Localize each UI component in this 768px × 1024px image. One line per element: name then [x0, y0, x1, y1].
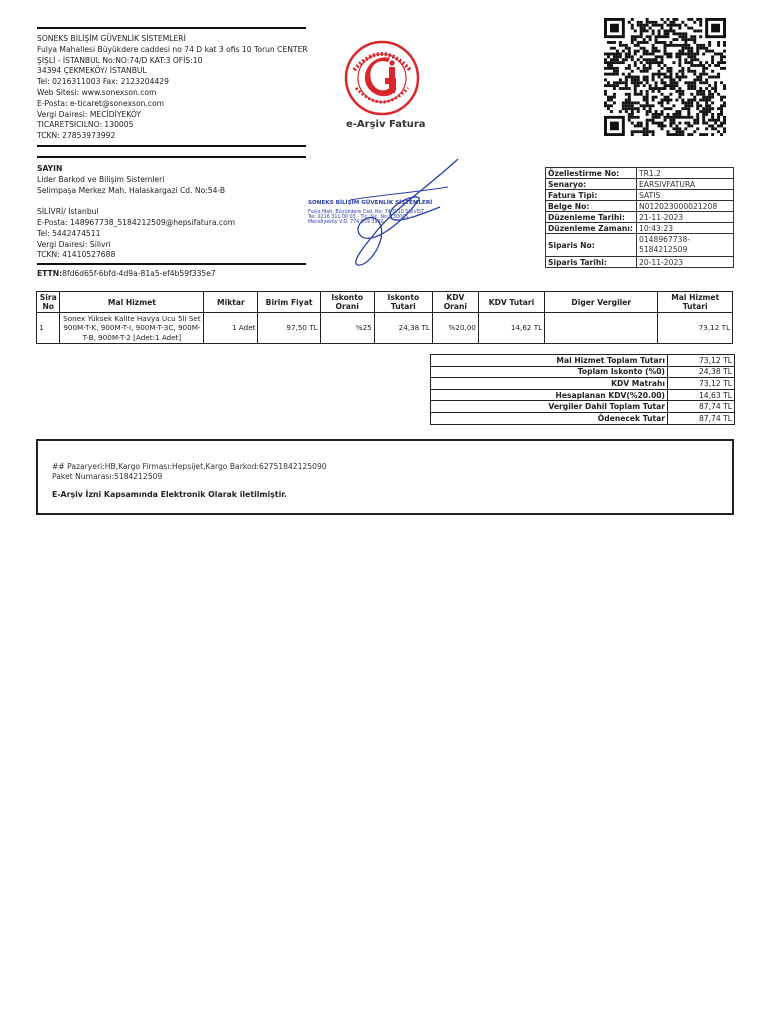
sender-tax-office: Vergi Dairesi: MECİDİYEKÖY — [37, 109, 142, 119]
sender-email: E-Posta: e-ticaret@sonexson.com — [37, 98, 165, 108]
item-miktar: 1 Adet — [204, 313, 258, 344]
buyer-city: SİLİVRİ/ İstanbul — [37, 207, 99, 217]
buyer-heading: SAYIN — [37, 164, 63, 173]
buyer-tckn: TCKN: 41410527688 — [37, 250, 116, 260]
col-sira-no: Sira No — [37, 292, 60, 313]
col-kdv-orani: KDV Orani — [432, 292, 478, 313]
info-row — [546, 190, 734, 201]
item-iskonto-tutari: 24,38 TL — [374, 313, 432, 344]
totals-value: 73,12 TL — [668, 355, 735, 367]
col-iskonto-orani: Iskonto Orani — [320, 292, 374, 313]
table-row — [37, 313, 733, 344]
info-row — [546, 201, 734, 212]
totals-label: Vergiler Dahil Toplam Tutar — [431, 401, 668, 413]
totals-table — [430, 354, 735, 425]
item-diger-vergiler — [545, 313, 658, 344]
info-label: Siparis No: — [546, 234, 637, 257]
sender-address-3: 34394 ÇEKMEKÖY/ İSTANBUL — [37, 66, 147, 76]
info-row — [546, 212, 734, 223]
info-label: Fatura Tipi: — [546, 190, 637, 201]
col-diger-vergiler: Diger Vergiler — [545, 292, 658, 313]
ettn-label: ETTN: — [37, 269, 63, 278]
buyer-spacer — [37, 196, 307, 207]
sender-block — [37, 34, 307, 142]
gib-seal-logo — [344, 40, 420, 116]
info-value: TR1.2 — [637, 168, 734, 179]
ettn-value: 8fd6d65f-6bfd-4d9a-81a5-ef4b59f335e7 — [62, 269, 216, 278]
totals-row — [431, 355, 735, 367]
info-value: EARSIVFATURA — [637, 179, 734, 190]
col-iskonto-tutari: Iskonto Tutari — [374, 292, 432, 313]
col-birim-fiyat: Birim Fiyat — [258, 292, 320, 313]
items-table — [36, 291, 733, 344]
item-tutar: 73,12 TL — [658, 313, 733, 344]
info-row — [546, 223, 734, 234]
totals-value: 87,74 TL — [668, 412, 735, 424]
info-value: 21-11-2023 — [637, 212, 734, 223]
totals-label: KDV Matrahı — [431, 378, 668, 390]
info-label: Belge No: — [546, 201, 637, 212]
col-kdv-tutari: KDV Tutari — [478, 292, 544, 313]
sender-trade-registry: TICARETSICILNO: 130005 — [37, 120, 134, 130]
col-miktar: Miktar — [204, 292, 258, 313]
info-label: Düzenleme Zamanı: — [546, 223, 637, 234]
sender-address-1: Fulya Mahallesi Büyükdere caddesi no 74 D kat 3 ofis 10 Torun CENTER — [37, 44, 308, 54]
info-label: Siparis Tarihi: — [546, 257, 637, 268]
info-value: 0148967738-5184212509 — [637, 234, 734, 257]
invoice-info-table — [545, 167, 734, 268]
info-row — [546, 234, 734, 257]
totals-label: Mal Hizmet Toplam Tutarı — [431, 355, 668, 367]
info-row — [546, 257, 734, 268]
totals-value: 24,38 TL — [668, 366, 735, 378]
buyer-block — [37, 164, 307, 261]
buyer-address: Selimpaşa Merkez Mah. Halaskargazi Cd. No:54-B — [37, 185, 226, 195]
info-value: N012023000021208 — [637, 201, 734, 212]
buyer-email: E-Posta: 148967738_5184212509@hepsifatura.com — [37, 217, 236, 227]
totals-row — [431, 412, 735, 424]
item-kdv-orani: %20,00 — [432, 313, 478, 344]
notes-box — [36, 439, 734, 515]
item-description: Sonex Yüksek Kalite Havya Ucu 5li Set 900M-T-K, 900M-T-I, 900M-T-3C, 900M-T-B, 900M-T-2 [Adet:1 Adet] — [60, 313, 204, 344]
totals-label: Toplam Iskonto (%0) — [431, 366, 668, 378]
totals-row — [431, 378, 735, 390]
buyer-tax-office: Vergi Dairesi: Silivri — [37, 239, 111, 249]
buyer-rule-bottom — [37, 263, 306, 265]
note-line-1: ## Pazaryeri:HB,Kargo Firması:Hepsijet,Kargo Barkod:62751842125090 — [52, 462, 327, 471]
note-footer: E-Arşiv İzni Kapsamında Elektronik Olarak iletilmiştir. — [52, 490, 287, 499]
info-label: Senaryo: — [546, 179, 637, 190]
totals-value: 87,74 TL — [668, 401, 735, 413]
totals-label: Ödenecek Tutar — [431, 412, 668, 424]
item-iskonto-orani: %25 — [320, 313, 374, 344]
totals-value: 73,12 TL — [668, 378, 735, 390]
info-value: SATIS — [637, 190, 734, 201]
signature — [330, 155, 465, 270]
info-label: Düzenleme Tarihi: — [546, 212, 637, 223]
buyer-phone: Tel: 5442474511 — [37, 228, 101, 238]
ettn-row — [37, 269, 216, 280]
buyer-name: Lider Barkod ve Bilişim Sistemleri — [37, 174, 165, 184]
col-mal-hizmet: Mal Hizmet — [60, 292, 204, 313]
sender-name: SONEKS BİLİŞİM GÜVENLİK SİSTEMLERİ — [37, 34, 186, 43]
totals-label: Hesaplanan KDV(%20.00) — [431, 389, 668, 401]
stamp-line-3: Tel: 0216 311 00 03 - Tic. Sic. No: 130005 — [308, 215, 409, 220]
totals-row — [431, 401, 735, 413]
note-line-2: Paket Numarası:5184212509 — [52, 472, 163, 481]
col-mal-hizmet-tutari: Mal Hizmet Tutari — [658, 292, 733, 313]
stamp-line-4: Mecidiyeköy V.D. 774 059 3960 — [308, 220, 384, 225]
info-row — [546, 168, 734, 179]
sender-address-2: ŞİŞLİ - İSTANBUL No:NO:74/D KAT:3 OFİS:10 — [37, 55, 203, 65]
sender-phone: Tel: 0216311003 Fax: 2123204429 — [37, 77, 169, 87]
stamp-line-1: SONEKS BİLİŞİM GÜVENLİK SİSTEMLERİ — [308, 200, 433, 206]
item-birim-fiyat: 97,50 TL — [258, 313, 320, 344]
totals-row — [431, 389, 735, 401]
header-rule-bottom — [37, 145, 306, 147]
stamp-line-2: Fulya Mah. Büyükdere Cad. No: 74 D/10 Şişli/İST. — [308, 210, 425, 215]
info-value: 10:43:23 — [637, 223, 734, 234]
totals-value: 14,63 TL — [668, 389, 735, 401]
info-row — [546, 179, 734, 190]
sender-tckn: TCKN: 27853973992 — [37, 131, 116, 141]
header-rule-top — [37, 27, 306, 29]
item-kdv-tutari: 14,62 TL — [478, 313, 544, 344]
item-sira: 1 — [37, 313, 60, 344]
totals-row — [431, 366, 735, 378]
info-label: Özellestirme No: — [546, 168, 637, 179]
qr-code — [604, 18, 726, 136]
header-rule-bottom-2 — [37, 156, 306, 158]
document-title: e-Arşiv Fatura — [346, 119, 426, 130]
info-value: 20-11-2023 — [637, 257, 734, 268]
items-header-row — [37, 292, 733, 313]
sender-website: Web Sitesi: www.sonexson.com — [37, 87, 157, 97]
